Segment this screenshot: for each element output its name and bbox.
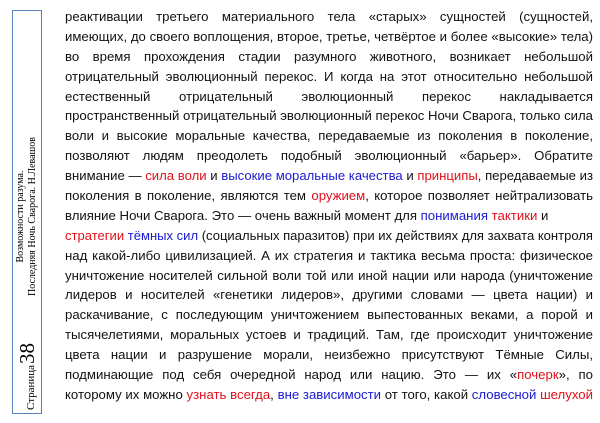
text-segment: и	[537, 207, 549, 223]
text-line	[65, 186, 593, 206]
text-line: отрицательный эволюционный перекос. И когда на этот относительно небольшой	[65, 68, 593, 84]
highlight-red: принципы	[417, 168, 478, 184]
text-line: имеющих, до своего воплощения, второе, третье, четвёртое и более «высокие» тела)	[65, 28, 593, 44]
text-segment: , которое позволяет нейтрализовать	[365, 188, 593, 204]
highlight-red: узнать всегда	[186, 386, 271, 402]
text-segment: и	[402, 168, 418, 184]
highlight-blue: понимания	[420, 207, 488, 223]
text-line: лидеров и носителей «генетики лидеров», другими словами — цвета нации) и	[65, 287, 593, 303]
highlight-blue: вне зависимости	[277, 386, 382, 402]
highlight-red: оружием	[311, 188, 366, 204]
text-line	[65, 206, 593, 226]
text-line: пространственный отрицательный эволюционный перекос Ночи Сварога, только сила	[65, 108, 593, 124]
sidebar-frame	[12, 10, 42, 414]
book-info	[15, 137, 39, 296]
text-segment: поколения в поколение, являются тем	[65, 188, 312, 204]
highlight-blue: словесной	[471, 386, 537, 402]
text-segment: подминающие под себя очередной народ или нацию. Это — их «	[65, 367, 518, 383]
text-segment: влияние Ночи Сварога. Это — очень важный момент для	[65, 207, 421, 223]
text-segment: от того, какой	[381, 386, 472, 402]
book-title: Возможности разума.	[15, 170, 26, 263]
text-line: естественный отрицательный эволюционный перекос накладывается	[65, 88, 593, 104]
highlight-red: шелухой	[540, 386, 593, 402]
text-segment: которому их можно	[65, 386, 187, 402]
text-segment: внимание —	[65, 168, 146, 184]
text-segment: , передаваемые из	[477, 168, 593, 184]
highlight-blue: высокие моральные качества	[221, 168, 403, 184]
book-subtitle: Последняя Ночь Сварога. Н.Левашов	[27, 137, 38, 296]
text-line: над какой-либо цивилизацией. А их стратегия и тактика весьма проста: физическое	[65, 247, 593, 263]
highlight-red: почерк	[517, 367, 559, 383]
text-segment: », по	[558, 367, 593, 383]
text-line: раскачивание, с последующим уничтожением выпестованных веками, а порой и	[65, 307, 593, 323]
text-segment: (социальных паразитов) при их действиях для захвата контроля	[198, 227, 593, 243]
page-word: Страница	[25, 364, 37, 410]
page-indicator	[17, 343, 38, 410]
text-line: уничтожение носителей сильной воли той или иной нации или народа (уничтожение	[65, 267, 593, 283]
text-line: воли и высокие моральные качества, передаваемые из поколения в поколение,	[65, 128, 593, 144]
text-line: тысячелетиями, моральных устоев и традиций. Там, где происходит уничтожение	[65, 327, 593, 343]
highlight-red: тактики	[491, 207, 538, 223]
page-number: 38	[15, 342, 39, 364]
text-line: цвета нации и разрушение морали, неизбежно присутствуют Тёмные Силы,	[65, 347, 593, 363]
text-segment: ,	[270, 386, 278, 402]
text-line: во время прохождения стадии разумного животного, возникает небольшой	[65, 48, 593, 64]
text-line: реактивации третьего материального тела «старых» сущностей (сущностей,	[65, 9, 593, 24]
highlight-blue: тёмных сил	[127, 227, 199, 243]
sidebar-rotated	[12, 10, 42, 414]
text-line	[65, 365, 593, 385]
highlight-red: стратегии	[65, 227, 125, 243]
text-segment: и	[206, 168, 222, 184]
text-line	[65, 166, 593, 186]
body-text	[65, 7, 593, 405]
text-line	[65, 226, 593, 246]
text-line: позволяют людям преодолеть подобный эволюционный «барьер». Обратите	[65, 148, 593, 164]
text-line	[65, 385, 593, 405]
highlight-red: сила воли	[145, 168, 207, 184]
